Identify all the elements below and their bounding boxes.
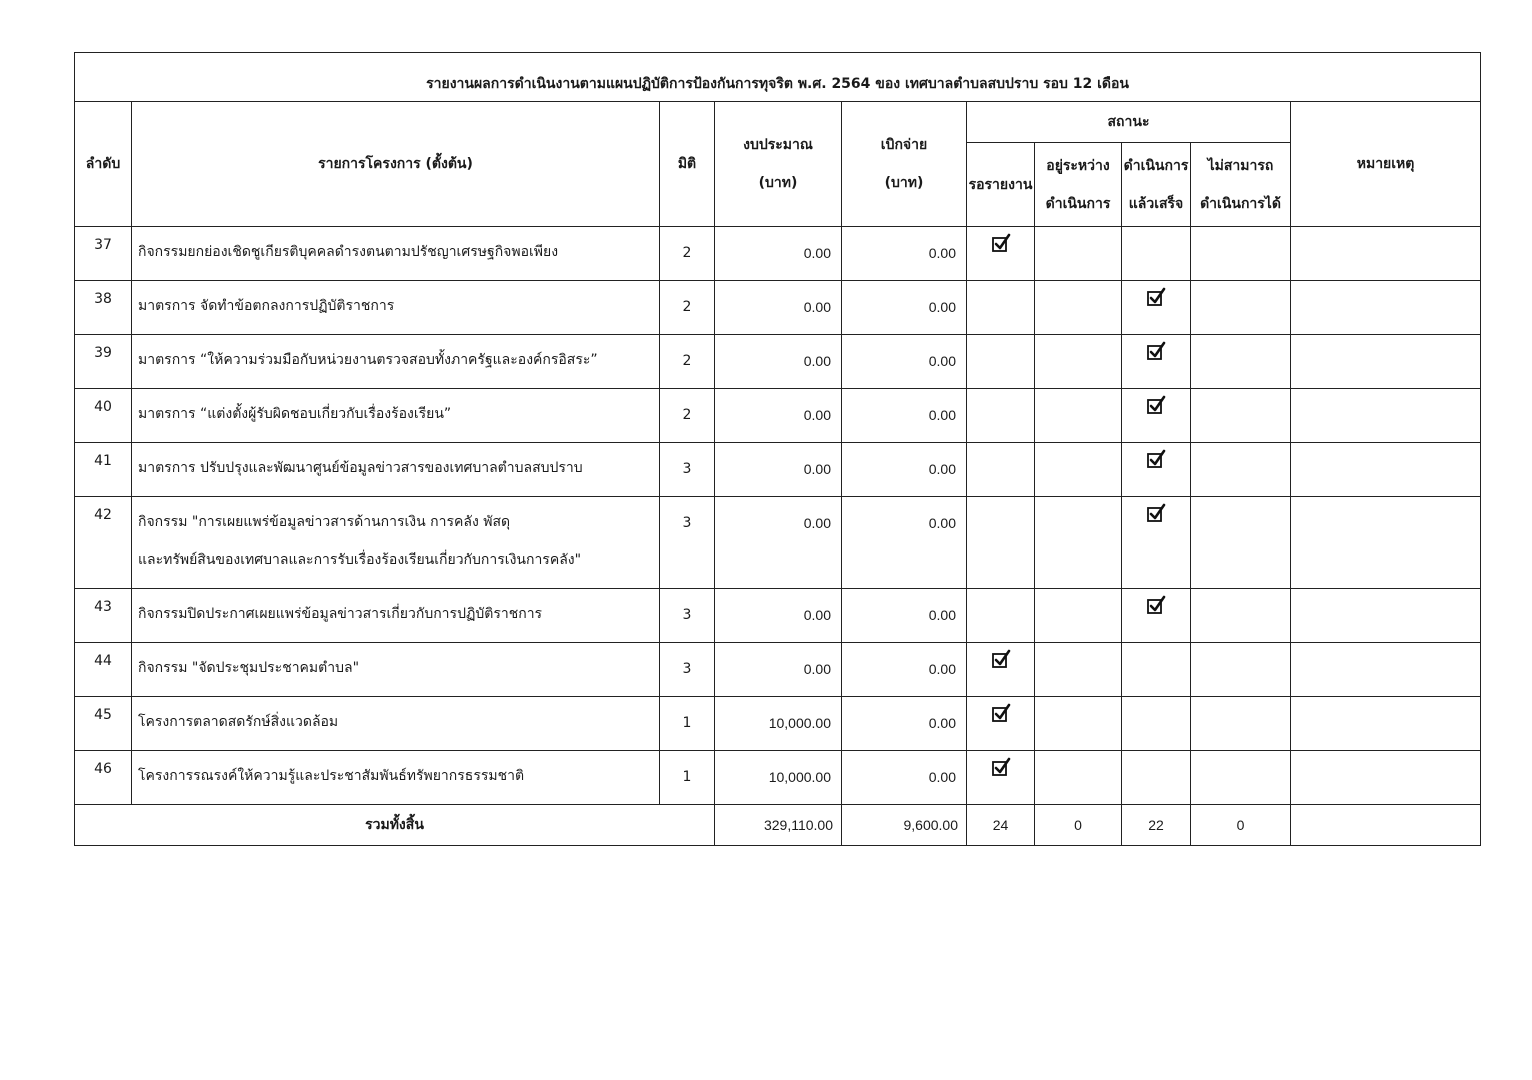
table-row [75,443,1481,497]
row-dimension: 3 [660,443,715,497]
header-status: สถานะ [967,102,1291,143]
row-project [132,281,660,335]
row-status-inprogress [1035,643,1122,697]
row-spent: 0.00 [842,443,967,497]
row-budget: 0.00 [715,497,842,589]
row-dimension: 2 [660,281,715,335]
row-status-waiting [967,589,1035,643]
row-no: 46 [75,751,132,805]
row-status-done [1122,643,1191,697]
table-row [75,281,1481,335]
row-project-line: โครงการตลาดสดรักษ์สิ่งแวดล้อม [138,714,339,730]
table-row [75,227,1481,281]
row-project [132,389,660,443]
header-status-done-line1: ดำเนินการ [1123,157,1189,174]
total-inprogress: 0 [1035,805,1122,846]
row-spent: 0.00 [842,389,967,443]
row-project-line: มาตรการ “แต่งตั้งผู้รับผิดชอบเกี่ยวกับเรื่องร้องเรียน” [138,406,452,422]
row-no: 44 [75,643,132,697]
checked-box-icon [1146,400,1166,419]
table-row [75,497,1481,589]
row-dimension: 3 [660,497,715,589]
row-remark [1291,589,1481,643]
row-status-unable [1191,443,1291,497]
row-status-inprogress [1035,697,1122,751]
total-label: รวมทั้งสิ้น [75,805,715,846]
row-status-done [1122,227,1191,281]
row-dimension: 2 [660,227,715,281]
row-project [132,697,660,751]
row-status-unable [1191,389,1291,443]
row-spent: 0.00 [842,227,967,281]
row-spent: 0.00 [842,697,967,751]
header-remark: หมายเหตุ [1291,102,1481,227]
row-dimension: 2 [660,335,715,389]
total-waiting: 24 [967,805,1035,846]
total-done: 22 [1122,805,1191,846]
row-project-line: มาตรการ จัดทำข้อตกลงการปฏิบัติราชการ [138,298,395,314]
row-no: 42 [75,497,132,589]
row-status-inprogress [1035,443,1122,497]
row-remark [1291,443,1481,497]
row-dimension: 3 [660,589,715,643]
table-row [75,589,1481,643]
table-row [75,643,1481,697]
checked-box-icon [1146,454,1166,473]
row-status-unable [1191,281,1291,335]
row-project [132,643,660,697]
row-project [132,443,660,497]
row-project-line: และทรัพย์สินของเทศบาลและการรับเรื่องร้องเรียนเกี่ยวกับการเงินการคลัง" [138,552,582,568]
header-status-done-line2: แล้วเสร็จ [1128,195,1184,212]
row-status-unable [1191,497,1291,589]
row-budget: 0.00 [715,389,842,443]
row-budget: 0.00 [715,443,842,497]
row-status-waiting [967,227,1035,281]
row-status-waiting [967,643,1035,697]
table-row [75,697,1481,751]
row-remark [1291,389,1481,443]
header-status-inprogress-line2: ดำเนินการ [1045,195,1111,212]
checked-box-icon [1146,600,1166,619]
row-budget: 0.00 [715,335,842,389]
header-status-waiting [967,143,1035,227]
row-status-done [1122,497,1191,589]
header-dimension: มิติ [660,102,715,227]
report-title: รายงานผลการดำเนินงานตามแผนปฏิบัติการป้องกันการทุจริต พ.ศ. 2564 ของ เทศบาลตำบลสบปราบ รอบ 12 เดือน [75,53,1481,102]
row-project-line: กิจกรรม "การเผยแพร่ข้อมูลข่าวสารด้านการเงิน การคลัง พัสดุ [138,514,511,530]
row-project-line: กิจกรรมยกย่องเชิดชูเกียรติบุคคลดำรงตนตามปรัชญาเศรษฐกิจพอเพียง [138,244,559,260]
row-status-unable [1191,227,1291,281]
table-row [75,389,1481,443]
row-status-waiting [967,389,1035,443]
row-spent: 0.00 [842,751,967,805]
table-row [75,335,1481,389]
row-budget: 10,000.00 [715,751,842,805]
header-status-inprogress-line1: อยู่ระหว่าง [1046,157,1110,174]
header-status-unable-line2: ดำเนินการได้ [1200,195,1281,212]
row-status-unable [1191,751,1291,805]
row-project-line: มาตรการ “ให้ความร่วมมือกับหน่วยงานตรวจสอบทั้งภาครัฐและองค์กรอิสระ” [138,352,598,368]
header-status-unable-line1: ไม่สามารถ [1207,157,1274,174]
row-remark [1291,697,1481,751]
header-budget [715,102,842,227]
row-no: 37 [75,227,132,281]
row-status-inprogress [1035,589,1122,643]
row-no: 40 [75,389,132,443]
row-status-inprogress [1035,751,1122,805]
row-status-waiting [967,443,1035,497]
row-project [132,751,660,805]
table-row [75,751,1481,805]
row-status-waiting [967,335,1035,389]
total-remark [1291,805,1481,846]
row-status-done [1122,589,1191,643]
total-unable: 0 [1191,805,1291,846]
total-spent: 9,600.00 [842,805,967,846]
row-project [132,589,660,643]
row-status-inprogress [1035,335,1122,389]
row-status-inprogress [1035,281,1122,335]
row-status-unable [1191,643,1291,697]
row-status-done [1122,697,1191,751]
header-budget-line1: งบประมาณ [743,137,813,153]
total-budget: 329,110.00 [715,805,842,846]
row-spent: 0.00 [842,281,967,335]
row-project [132,497,660,589]
row-no: 43 [75,589,132,643]
checked-box-icon [991,762,1011,781]
row-budget: 10,000.00 [715,697,842,751]
row-dimension: 1 [660,751,715,805]
header-budget-line2: (บาท) [758,175,798,191]
row-remark [1291,643,1481,697]
header-status-inprogress [1035,143,1122,227]
row-status-inprogress [1035,227,1122,281]
row-budget: 0.00 [715,281,842,335]
row-no: 39 [75,335,132,389]
table-body [75,227,1481,805]
row-no: 38 [75,281,132,335]
row-status-done [1122,389,1191,443]
row-remark [1291,751,1481,805]
row-status-waiting [967,281,1035,335]
header-status-done [1122,143,1191,227]
row-status-inprogress [1035,497,1122,589]
report-sheet [74,52,1480,846]
checked-box-icon [1146,508,1166,527]
row-project-line: มาตรการ ปรับปรุงและพัฒนาศูนย์ข้อมูลข่าวสารของเทศบาลตำบลสบปราบ [138,460,583,476]
row-dimension: 1 [660,697,715,751]
row-spent: 0.00 [842,497,967,589]
checked-box-icon [1146,292,1166,311]
row-spent: 0.00 [842,335,967,389]
row-project-line: กิจกรรมปิดประกาศเผยแพร่ข้อมูลข่าวสารเกี่ยวกับการปฏิบัติราชการ [138,606,543,622]
row-project [132,335,660,389]
row-status-done [1122,751,1191,805]
checked-box-icon [991,238,1011,257]
row-status-inprogress [1035,389,1122,443]
checked-box-icon [1146,346,1166,365]
row-dimension: 3 [660,643,715,697]
checked-box-icon [991,708,1011,727]
row-budget: 0.00 [715,227,842,281]
row-status-waiting [967,751,1035,805]
row-remark [1291,335,1481,389]
row-budget: 0.00 [715,589,842,643]
header-status-waiting-line1: รอรายงาน [968,176,1033,193]
checked-box-icon [991,654,1011,673]
header-status-unable [1191,143,1291,227]
row-remark [1291,227,1481,281]
row-dimension: 2 [660,389,715,443]
row-no: 41 [75,443,132,497]
row-status-waiting [967,497,1035,589]
row-status-waiting [967,697,1035,751]
row-spent: 0.00 [842,643,967,697]
row-status-unable [1191,589,1291,643]
row-project [132,227,660,281]
row-project-line: โครงการรณรงค์ให้ความรู้และประชาสัมพันธ์ทรัพยากรธรรมชาติ [138,768,525,784]
row-no: 45 [75,697,132,751]
report-table [74,52,1481,846]
header-spent-line2: (บาท) [884,175,924,191]
row-status-unable [1191,697,1291,751]
row-status-done [1122,443,1191,497]
row-status-done [1122,281,1191,335]
header-spent-line1: เบิกจ่าย [880,137,928,153]
row-remark [1291,497,1481,589]
header-spent [842,102,967,227]
row-remark [1291,281,1481,335]
header-no: ลำดับ [75,102,132,227]
row-project-line: กิจกรรม "จัดประชุมประชาคมตำบล" [138,660,360,676]
row-budget: 0.00 [715,643,842,697]
row-spent: 0.00 [842,589,967,643]
row-status-unable [1191,335,1291,389]
row-status-done [1122,335,1191,389]
header-project: รายการโครงการ (ตั้งต้น) [132,102,660,227]
